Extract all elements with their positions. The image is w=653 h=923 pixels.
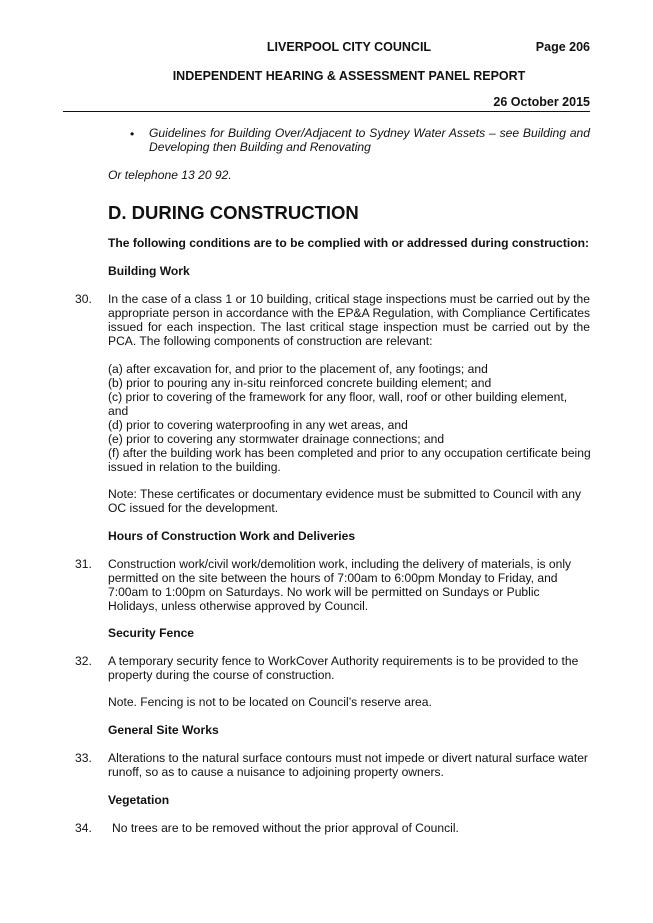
heading-security-fence: Security Fence — [108, 626, 195, 640]
heading-building-work: Building Work — [108, 264, 190, 278]
report-date: 26 October 2015 — [493, 95, 590, 109]
council-name: LIVERPOOL CITY COUNCIL — [266, 40, 432, 54]
condition-number: 31. — [75, 557, 92, 571]
bullet-item: Guidelines for Building Over/Adjacent to Sydney Water Assets – see Building and Developing then Building and Renovating — [149, 126, 590, 154]
section-intro: The following conditions are to be complied with or addressed during construction: — [108, 236, 590, 250]
condition-number: 32. — [75, 654, 92, 668]
condition-34-paragraph: No trees are to be removed without the prior approval of Council. — [112, 821, 459, 835]
condition-32-note: Note. Fencing is not to be located on Council’s reserve area. — [108, 695, 432, 709]
heading-vegetation: Vegetation — [108, 793, 170, 807]
condition-33-paragraph: Alterations to the natural surface contours must not impede or divert natural surface water runoff, so as to cause a nuisance to adjoining property owners. — [108, 751, 588, 779]
header-divider — [63, 111, 590, 112]
heading-general-site-works: General Site Works — [108, 723, 219, 737]
page-header-line — [108, 40, 590, 56]
condition-30-paragraph: In the case of a class 1 or 10 building, critical stage inspections must be carried out by the appropriate person in accordance with the EP&A Regulation, with Compliance Certificates issued for each inspection. The last critical stage inspection must be carried out by the PCA. The following components of construction are relevant: — [108, 292, 590, 348]
report-title: INDEPENDENT HEARING & ASSESSMENT PANEL REPORT — [172, 69, 526, 83]
condition-32-paragraph: A temporary security fence to WorkCover Authority requirements is to be provided to the property during the course of construction. — [108, 654, 579, 682]
page-number: Page 206 — [535, 40, 590, 54]
section-title: D. DURING CONSTRUCTION — [108, 202, 359, 223]
condition-30-note: Note: These certificates or documentary evidence must be submitted to Council with any OC issued for the development. — [108, 487, 582, 515]
condition-30-items: (a) after excavation for, and prior to the placement of, any footings; and (b) prior to pouring any in-situ reinforced concrete building element; and (c) prior to covering of the framework for any floor, wall, roof or other building element, and (d) prior to covering waterproofing in any wet areas, and (e) prior to covering any stormwater drainage connections; and (f) after the building work has been completed and prior to any occupation certificate being issued in relation to the building. — [108, 362, 591, 474]
heading-hours-of-construction: Hours of Construction Work and Deliveries — [108, 529, 356, 543]
bullet-icon: • — [130, 127, 135, 141]
phone-text: Or telephone 13 20 92. — [108, 168, 232, 182]
condition-number: 30. — [75, 292, 92, 306]
condition-number: 33. — [75, 751, 92, 765]
condition-31-paragraph: Construction work/civil work/demolition work, including the delivery of materials, is only permitted on the site between the hours of 7:00am to 6:00pm Monday to Friday, and 7:00am to 1:00pm on Saturdays. No work will be permitted on Sundays or Public Holidays, unless otherwise approved by Council. — [108, 557, 572, 613]
condition-number: 34. — [75, 821, 92, 835]
